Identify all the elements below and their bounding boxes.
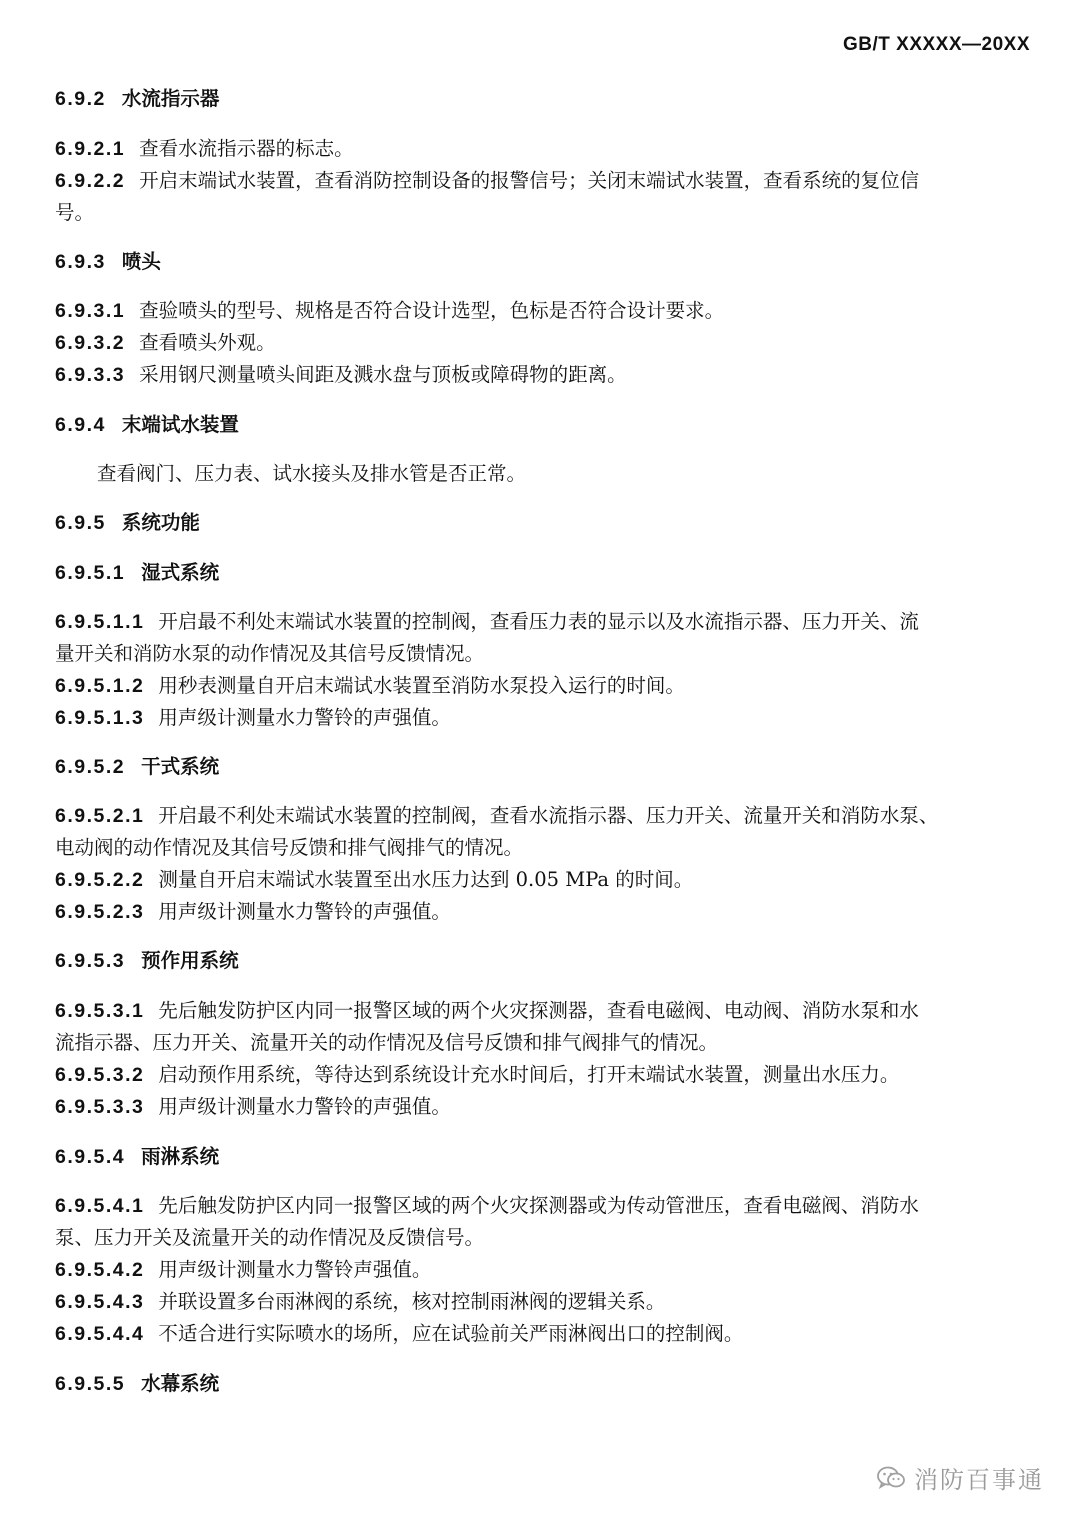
clause-text: 并联设置多台雨淋阀的系统，核对控制雨淋阀的逻辑关系。: [158, 1290, 666, 1313]
clause-text: 开启最不利处末端试水装置的控制阀，查看水流指示器、压力开关、流量开关和消防水泵、: [158, 804, 939, 827]
clause-number: 6.9.5.1.1: [55, 611, 145, 633]
clause-6-9-5-2-2: [55, 865, 693, 895]
clause-text: 启动预作用系统，等待达到系统设计充水时间后，打开末端试水装置，测量出水压力。: [158, 1063, 900, 1086]
clause-text: 电动阀的动作情况及其信号反馈和排气阀排气的情况。: [55, 836, 524, 859]
clause-text: 开启最不利处末端试水装置的控制阀，查看压力表的显示以及水流指示器、压力开关、流: [158, 610, 919, 633]
clause-number: 6.9.2: [55, 88, 106, 110]
clause-text: 用秒表测量自开启末端试水装置至消防水泵投入运行的时间。: [158, 674, 685, 697]
clause-number: 6.9.5.4.2: [55, 1259, 145, 1281]
section-heading-6-9-5-3: [55, 946, 239, 976]
clause-number: 6.9.5.2.2: [55, 869, 145, 891]
clause-number: 6.9.5.2.3: [55, 901, 145, 923]
heading-text: 水流指示器: [121, 87, 220, 110]
section-heading-6-9-5: [55, 508, 200, 538]
watermark-text: 消防百事通: [914, 1466, 1044, 1494]
heading-text: 雨淋系统: [141, 1145, 220, 1168]
clause-6-9-3-2: [55, 328, 276, 358]
clause-text: 采用钢尺测量喷头间距及溅水盘与顶板或障碍物的距离。: [139, 363, 627, 386]
clause-number: 6.9.5.3.1: [55, 1000, 145, 1022]
clause-number: 6.9.5.1.3: [55, 707, 145, 729]
clause-6-9-5-1-3: [55, 703, 451, 733]
clause-cont-23: [55, 1028, 718, 1058]
clause-text: 号。: [55, 201, 95, 224]
clause-6-9-5-1-2: [55, 671, 685, 701]
heading-text: 湿式系统: [141, 561, 220, 584]
heading-text: 末端试水装置: [121, 413, 239, 436]
clause-number: 6.9.5.1.2: [55, 675, 145, 697]
clause-6-9-3-3: [55, 360, 627, 390]
clause-6-9-5-3-1: [55, 996, 919, 1026]
clause-number: 6.9.3.2: [55, 332, 126, 354]
clause-number: 6.9.5.4.1: [55, 1195, 145, 1217]
clause-6-9-5-3-2: [55, 1060, 899, 1090]
clause-cont-3: [55, 198, 94, 228]
clause-number: 6.9.5.4.4: [55, 1323, 145, 1345]
heading-text: 喷头: [121, 250, 161, 273]
clause-number: 6.9.5.2.1: [55, 805, 145, 827]
clause-number: 6.9.3.3: [55, 364, 126, 386]
clause-6-9-5-4-2: [55, 1255, 431, 1285]
clause-cont-9: [97, 459, 526, 489]
clause-6-9-5-4-4: [55, 1319, 743, 1349]
section-heading-6-9-5-1: [55, 558, 219, 588]
clause-number: 6.9.5.2: [55, 756, 126, 778]
heading-text: 预作用系统: [141, 949, 239, 972]
clause-number: 6.9.4: [55, 414, 106, 436]
clause-6-9-2-1: [55, 134, 354, 164]
wechat-icon: [876, 1465, 906, 1491]
clause-6-9-5-1-1: [55, 607, 919, 637]
clause-text: 先后触发防护区内同一报警区域的两个火灾探测器，查看电磁阀、电动阀、消防水泵和水: [158, 999, 919, 1022]
heading-text: 系统功能: [121, 511, 200, 534]
clause-text: 查看水流指示器的标志。: [139, 137, 354, 160]
section-heading-6-9-5-2: [55, 752, 219, 782]
clause-cont-18: [55, 833, 523, 863]
section-heading-6-9-4: [55, 410, 239, 440]
clause-6-9-5-2-3: [55, 897, 451, 927]
clause-number: 6.9.5.3.3: [55, 1096, 145, 1118]
clause-text: 用声级计测量水力警铃的声强值。: [158, 706, 451, 729]
clause-number: 6.9.5.3.2: [55, 1064, 145, 1086]
clause-text: 用声级计测量水力警铃的声强值。: [158, 1095, 451, 1118]
clause-text: 测量自开启末端试水装置至出水压力达到 0.05 MPa 的时间。: [158, 868, 694, 891]
clause-number: 6.9.5.5: [55, 1373, 126, 1395]
clause-text: 流指示器、压力开关、流量开关的动作情况及信号反馈和排气阀排气的情况。: [55, 1031, 719, 1054]
clause-6-9-2-2: [55, 166, 919, 196]
clause-cont-13: [55, 639, 484, 669]
heading-text: 水幕系统: [141, 1372, 220, 1395]
clause-number: 6.9.5.4: [55, 1146, 126, 1168]
section-heading-6-9-5-4: [55, 1142, 219, 1172]
clause-6-9-5-2-1: [55, 801, 938, 831]
clause-text: 查看喷头外观。: [139, 331, 276, 354]
clause-6-9-5-3-3: [55, 1092, 451, 1122]
section-heading-6-9-2: [55, 84, 219, 114]
clause-text: 用声级计测量水力警铃的声强值。: [158, 900, 451, 923]
clause-text: 量开关和消防水泵的动作情况及其信号反馈情况。: [55, 642, 485, 665]
clause-text: 泵、压力开关及流量开关的动作情况及反馈信号。: [55, 1226, 485, 1249]
clause-text: 查验喷头的型号、规格是否符合设计选型，色标是否符合设计要求。: [139, 299, 725, 322]
standard-number: GB/T XXXXX—20XX: [842, 34, 1030, 55]
clause-text: 先后触发防护区内同一报警区域的两个火灾探测器或为传动管泄压，查看电磁阀、消防水: [158, 1194, 919, 1217]
watermark: [876, 1460, 1044, 1495]
clause-6-9-5-4-1: [55, 1191, 919, 1221]
section-heading-6-9-5-5: [55, 1369, 219, 1399]
heading-text: 干式系统: [141, 755, 220, 778]
section-heading-6-9-3: [55, 247, 161, 277]
clause-6-9-3-1: [55, 296, 724, 326]
clause-cont-28: [55, 1223, 484, 1253]
clause-number: 6.9.3.1: [55, 300, 126, 322]
clause-number: 6.9.5.3: [55, 950, 126, 972]
clause-text: 开启末端试水装置，查看消防控制设备的报警信号；关闭末端试水装置，查看系统的复位信: [139, 169, 920, 192]
clause-text: 不适合进行实际喷水的场所，应在试验前关严雨淋阀出口的控制阀。: [158, 1322, 744, 1345]
clause-number: 6.9.5.1: [55, 562, 126, 584]
clause-number: 6.9.3: [55, 251, 106, 273]
clause-number: 6.9.5: [55, 512, 106, 534]
clause-number: 6.9.5.4.3: [55, 1291, 145, 1313]
clause-6-9-5-4-3: [55, 1287, 665, 1317]
clause-number: 6.9.2.2: [55, 170, 126, 192]
clause-text: 用声级计测量水力警铃声强值。: [158, 1258, 432, 1281]
clause-number: 6.9.2.1: [55, 138, 126, 160]
clause-text: 查看阀门、压力表、试水接头及排水管是否正常。: [97, 462, 527, 485]
